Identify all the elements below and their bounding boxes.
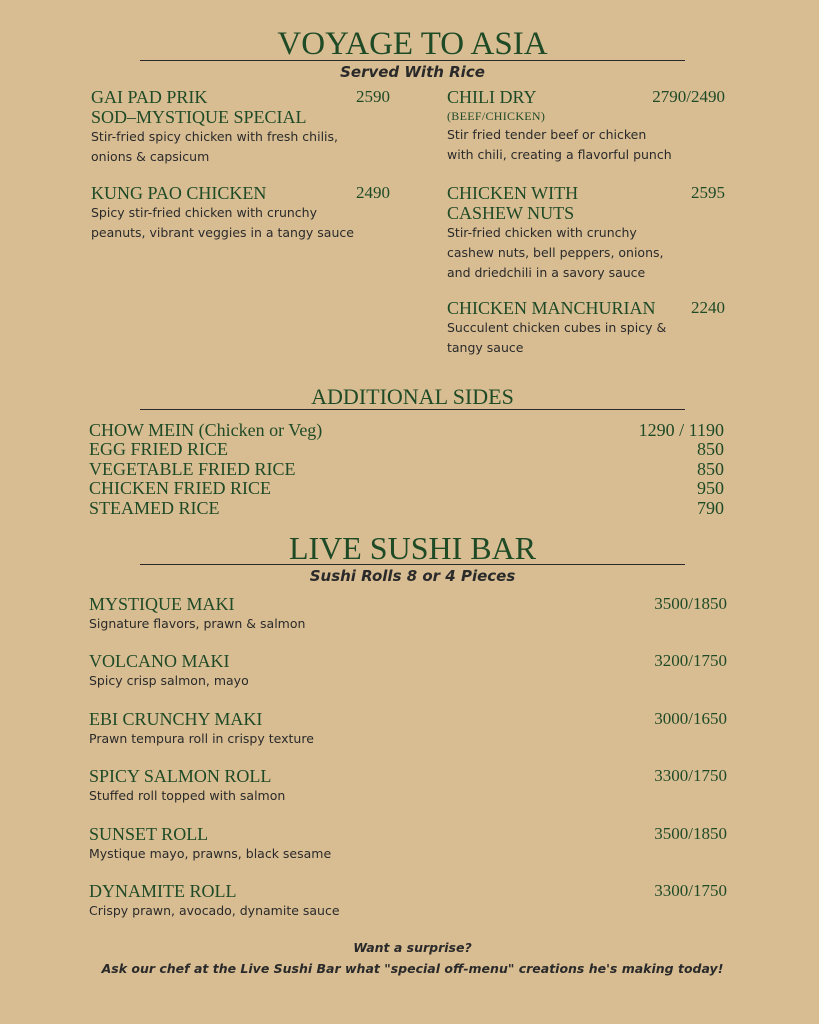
item-price: 2595	[691, 183, 725, 202]
side-row	[89, 499, 724, 518]
sushi-name: EBI CRUNCHY MAKI	[89, 709, 263, 729]
side-name: STEAMED RICE	[89, 497, 220, 518]
menu-item-kung-pao	[91, 183, 396, 243]
item-note: (BEEF/CHICKEN)	[447, 109, 546, 123]
sushi-name: SUNSET ROLL	[89, 824, 209, 844]
side-name: VEGETABLE FRIED RICE	[89, 458, 296, 479]
side-row	[89, 421, 724, 440]
side-row	[89, 460, 724, 479]
sushi-description: Mystique mayo, prawns, black sesame	[89, 846, 332, 861]
item-description: cashew nuts, bell peppers, onions,	[447, 245, 664, 260]
side-name: CHICKEN FRIED RICE	[89, 478, 272, 499]
item-description: peanuts, vibrant veggies in a tangy sauce	[91, 225, 354, 240]
sushi-description: Crispy prawn, avocado, dynamite sauce	[89, 903, 340, 918]
item-description: Spicy stir-fried chicken with crunchy	[91, 205, 317, 220]
sushi-item	[89, 824, 727, 864]
sides-list	[89, 421, 724, 518]
sushi-name: MYSTIQUE MAKI	[89, 594, 235, 614]
item-price: 2590	[356, 87, 390, 106]
item-name-line2: CASHEW NUTS	[447, 203, 575, 223]
item-description: Stir-fried spicy chicken with fresh chilis,	[91, 129, 339, 144]
sushi-title-rule	[140, 564, 685, 565]
sushi-description: Stuffed roll topped with salmon	[89, 788, 286, 803]
sushi-item	[89, 709, 727, 749]
sides-title: ADDITIONAL SIDES	[311, 384, 514, 409]
item-name: GAI PAD PRIK	[91, 87, 208, 107]
sushi-item	[89, 766, 727, 806]
menu-item-cashew-chicken	[447, 183, 727, 283]
sushi-price: 3200/1750	[654, 651, 727, 670]
side-price: 850	[697, 439, 724, 460]
item-description: onions & capsicum	[91, 149, 210, 164]
side-price: 950	[697, 478, 724, 499]
sushi-price: 3300/1750	[654, 766, 727, 785]
menu-item-chili-dry	[447, 87, 727, 165]
voyage-title-rule	[140, 60, 685, 61]
item-description: Stir fried tender beef or chicken	[447, 127, 647, 142]
side-row	[89, 479, 724, 498]
sushi-item	[89, 651, 727, 691]
item-name: CHICKEN WITH	[447, 183, 579, 203]
sushi-name: DYNAMITE ROLL	[89, 881, 237, 901]
voyage-title: VOYAGE TO ASIA	[277, 26, 548, 62]
item-description: Stir-fried chicken with crunchy	[447, 225, 637, 240]
sushi-subtitle: Sushi Rolls 8 or 4 Pieces	[309, 567, 516, 585]
footer-line-1: Want a surprise?	[353, 940, 472, 955]
sushi-price: 3500/1850	[654, 824, 727, 843]
item-description: Succulent chicken cubes in spicy &	[447, 320, 667, 335]
sushi-price: 3000/1650	[654, 709, 727, 728]
side-price: 850	[697, 458, 724, 479]
sushi-name: VOLCANO MAKI	[89, 651, 230, 671]
footer-line-2: Ask our chef at the Live Sushi Bar what "special off-menu" creations he's making today!	[101, 961, 724, 976]
sushi-price: 3500/1850	[654, 594, 727, 613]
item-name: CHILI DRY	[447, 87, 537, 107]
menu-item-manchurian	[447, 298, 727, 358]
sides-title-rule	[140, 409, 685, 410]
side-row	[89, 440, 724, 459]
menu-item-gai-pad-prik	[91, 87, 396, 167]
sushi-price: 3300/1750	[654, 881, 727, 900]
item-description: with chili, creating a flavorful punch	[447, 147, 672, 162]
side-name: CHOW MEIN (Chicken or Veg)	[89, 420, 323, 440]
sushi-description: Spicy crisp salmon, mayo	[89, 673, 249, 688]
side-name: EGG FRIED RICE	[89, 439, 228, 460]
side-price: 790	[697, 497, 724, 518]
item-description: tangy sauce	[447, 340, 524, 355]
voyage-subtitle: Served With Rice	[340, 63, 485, 81]
sushi-description: Prawn tempura roll in crispy texture	[89, 731, 314, 746]
item-name: KUNG PAO CHICKEN	[91, 183, 267, 203]
item-name: CHICKEN MANCHURIAN	[447, 298, 656, 318]
item-price: 2240	[691, 298, 725, 317]
sushi-item	[89, 594, 727, 634]
sushi-item	[89, 881, 727, 921]
item-name-line2: SOD–MYSTIQUE SPECIAL	[91, 107, 307, 127]
sushi-description: Signature flavors, prawn & salmon	[89, 616, 306, 631]
side-price: 1290 / 1190	[638, 420, 724, 440]
item-description: and driedchili in a savory sauce	[447, 265, 646, 280]
sushi-name: SPICY SALMON ROLL	[89, 766, 272, 786]
item-price: 2790/2490	[652, 87, 725, 106]
item-price: 2490	[356, 183, 390, 202]
sushi-title: LIVE SUSHI BAR	[288, 530, 537, 566]
